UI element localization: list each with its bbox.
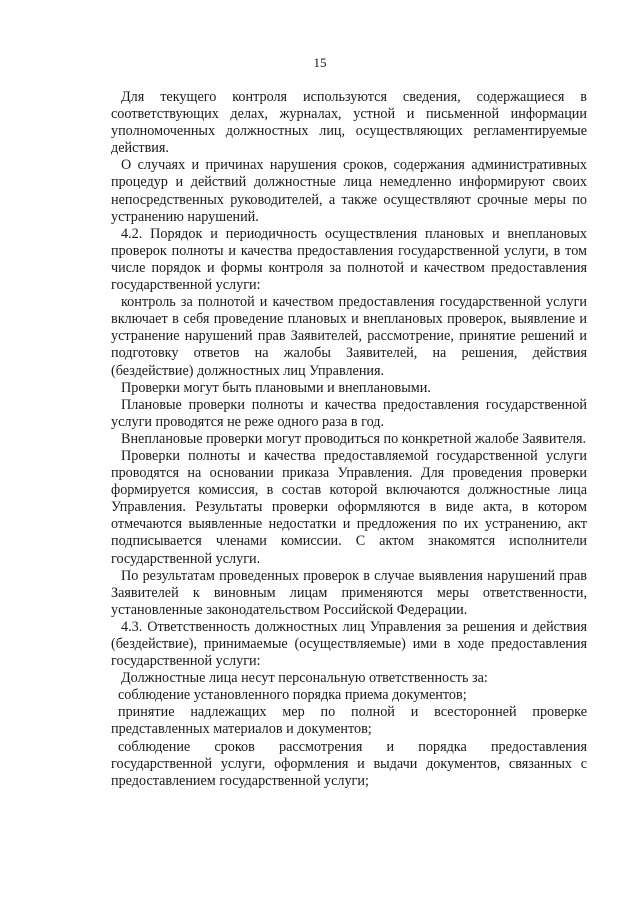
paragraph-planned-checks: Плановые проверки полноты и качества предоставления государственной услуги проводятся не реже одного раза в год.: [111, 396, 587, 430]
paragraph-unplanned-checks: Внеплановые проверки могут проводиться по конкретной жалобе Заявителя.: [121, 430, 587, 447]
document-body: [111, 89, 587, 790]
paragraph-check-results: По результатам проведенных проверок в случае выявления нарушений прав Заявителей к виновным лицам применяются меры ответственности, установленные законодательством Российской Федерации.: [111, 567, 587, 618]
page-number: 15: [313, 55, 327, 70]
list-item: соблюдение установленного порядка приема документов;: [118, 687, 467, 704]
list-item: принятие надлежащих мер по полной и всесторонней проверке представленных материалов и документов;: [111, 704, 587, 738]
list-item: соблюдение сроков рассмотрения и порядка предоставления государственной услуги, оформления и выдачи документов, связанных с предоставлением государственной услуги;: [111, 738, 587, 789]
paragraph-current-control: Для текущего контроля используются сведения, содержащиеся в соответствующих делах, журналах, устной и письменной информации уполномоченных должностных лиц, осуществляющих регламентируемые действия.: [111, 89, 587, 157]
paragraph-check-types: Проверки могут быть плановыми и внеплановыми.: [121, 379, 431, 396]
paragraph-violations: О случаях и причинах нарушения сроков, содержания административных процедур и действий должностные лица немедленно информируют своих непосредственных руководителей, а также осуществляют срочные меры по устранению нарушений.: [111, 157, 587, 225]
paragraph-control-scope: контроль за полнотой и качеством предоставления государственной услуги включает в себя проведение плановых и внеплановых проверок, выявление и устранение нарушений прав Заявителей, рассмотрение, принятие решений и подготовку ответов на жалобы Заявителей, на решения, действия (бездействие) должностных лиц Управления.: [111, 294, 587, 379]
paragraph-check-procedure: Проверки полноты и качества предоставляемой государственной услуги проводятся на основании приказа Управления. Для проведения проверки формируется комиссия, в состав которой включаются должностные лица Управления. Результаты проверки оформляются в виде акта, в котором отмечаются выявленные недостатки и предложения по их устранению, акт подписывается членами комиссии. С актом знакомятся исполнители государственной услуги.: [111, 447, 587, 567]
paragraph-responsibility-intro: Должностные лица несут персональную ответственность за:: [121, 670, 488, 687]
paragraph-section-4-3: 4.3. Ответственность должностных лиц Управления за решения и действия (бездействие), принимаемые (осуществляемые) ими в ходе предоставления государственной услуги:: [111, 618, 587, 670]
paragraph-section-4-2: 4.2. Порядок и периодичность осуществления плановых и внеплановых проверок полноты и качества предоставления государственной услуги, в том числе порядок и формы контроля за полнотой и качеством предоставления государственной услуги:: [111, 225, 587, 294]
